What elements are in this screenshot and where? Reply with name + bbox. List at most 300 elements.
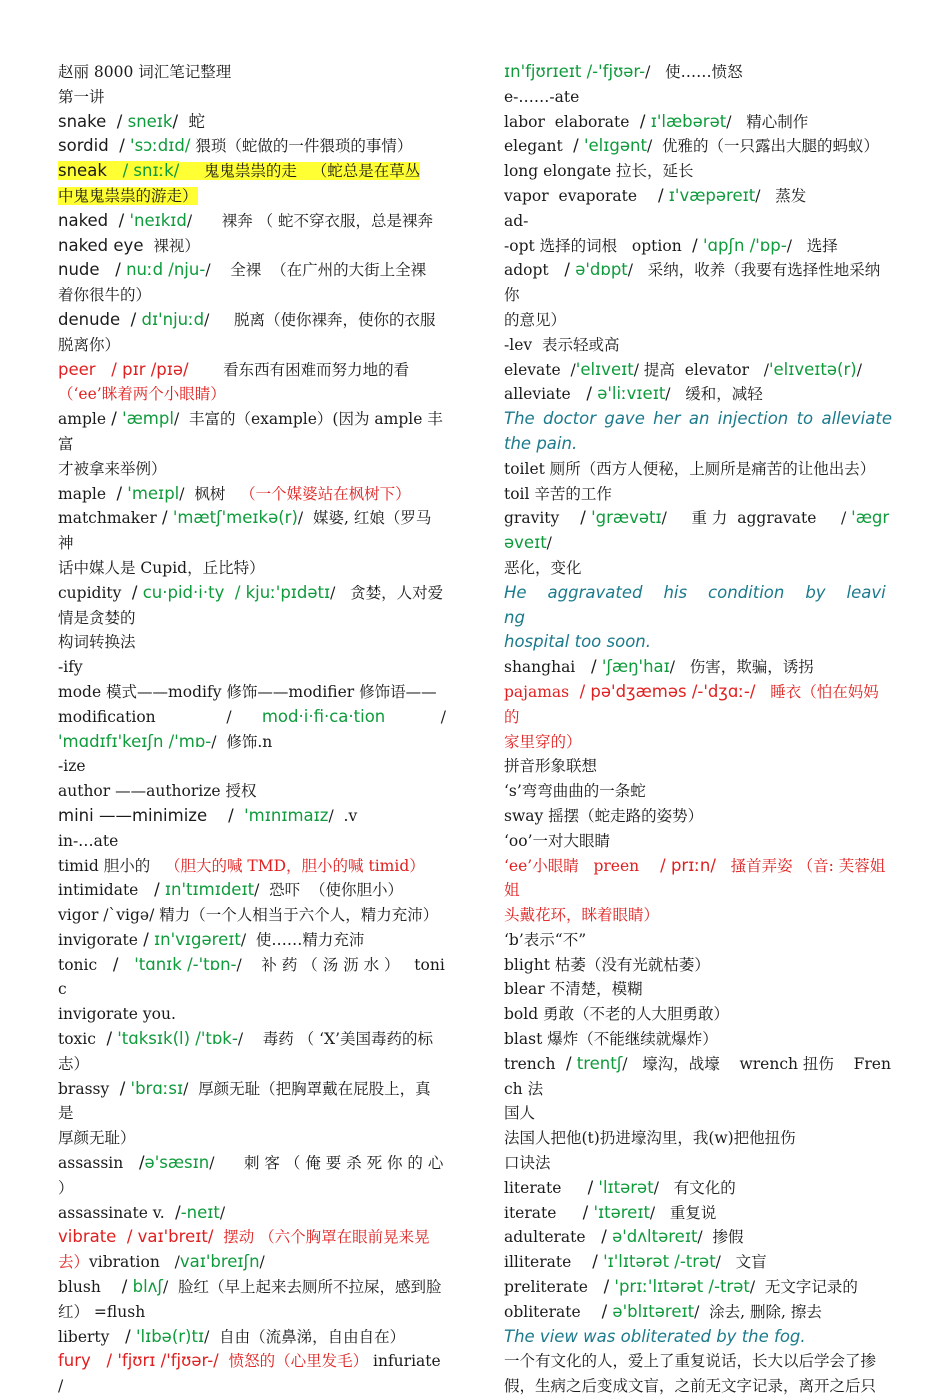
text-line (58, 1275, 446, 1300)
text-run: intimidate (58, 881, 139, 900)
text-run: 厚颜无耻） (58, 1129, 136, 1148)
text-line (58, 804, 446, 829)
text-run: 'tɑksɪk(l) /'tɒk- (117, 1029, 238, 1049)
text-run: / 重 力 aggravate / (661, 509, 852, 528)
text-run: ‘ee’小眼睛 preen (504, 856, 640, 875)
text-line (504, 333, 892, 358)
text-run: fury / 'fjʊrɪ /'fjʊər-/ (58, 1351, 219, 1371)
text-run: -lev 表示轻或高 (504, 335, 620, 354)
text-run: pajamas (504, 682, 570, 701)
text-line (504, 1225, 892, 1250)
text-run: 'neɪkɪd (129, 210, 187, 230)
text-run: / (109, 1078, 131, 1098)
text-run: ɪ'læbərət (650, 111, 727, 131)
text-run: adopt (504, 261, 549, 280)
text-line (504, 730, 892, 755)
text-line (58, 655, 446, 680)
text-line (504, 134, 892, 159)
left-column (58, 60, 451, 1399)
text-run: 'ʃæŋ'haɪ (601, 657, 670, 677)
text-run: / 补 药 （ 汤 沥 水 ） tonic (58, 955, 445, 999)
text-line (58, 457, 446, 482)
text-run: alleviate (504, 385, 571, 404)
text-run: blast 爆炸（不能继续就爆炸） (504, 1030, 718, 1049)
text-run: / 缓和，减轻 (665, 385, 763, 404)
text-run: / (385, 707, 447, 726)
text-line (504, 482, 892, 507)
text-run: / (562, 136, 584, 156)
text-run: the pain. (504, 433, 578, 453)
text-run: blʌʃ (132, 1277, 163, 1297)
text-run: elevate / (504, 360, 576, 379)
text-run: ɪ'væpəreɪt (668, 185, 756, 205)
text-run: ‘oo’一对大眼睛 (504, 831, 611, 850)
text-line (504, 1250, 892, 1275)
text-run: ɪn'vɪgəreɪt (154, 929, 241, 949)
text-line (504, 953, 892, 978)
text-run: / 涂去, 删除, 擦去 (694, 1302, 822, 1321)
text-run: mode 模式——modify 修饰——modifier 修饰语—— (58, 682, 437, 701)
text-run: / (585, 1227, 613, 1247)
text-run: / 文盲 (715, 1253, 767, 1272)
text-line (58, 1250, 446, 1275)
text-line (504, 506, 892, 556)
text-line (58, 60, 446, 85)
text-line (504, 1151, 892, 1176)
text-run: brassy (58, 1079, 110, 1098)
text-run: 鬼鬼祟祟的走 （蛇总是在草丛 (179, 162, 421, 181)
text-run: / (100, 1277, 133, 1297)
text-run: The doctor gave her an injection to alleviate (504, 409, 892, 429)
text-run: 假，生病之后变成文盲，之前无文字记录，离开之后只 (504, 1377, 877, 1396)
text-line (58, 110, 446, 135)
text-line (58, 1201, 446, 1226)
text-run: invigorate (58, 930, 138, 949)
text-run: 'ægrəveɪt (504, 508, 890, 553)
text-run: assassin (58, 1154, 124, 1173)
text-run: （一个媒婆站在枫树下） (240, 484, 411, 503)
text-run: sneɪk (127, 111, 173, 131)
text-run: / (546, 534, 552, 553)
text-run: 搔首弄姿 （音: 芙蓉姐姐 (504, 856, 886, 900)
text-run: invigorate you. (58, 1005, 176, 1024)
text-run: / 脸红（早上起来去厕所不拉屎，感到脸 (162, 1278, 442, 1297)
text-run: / (561, 1177, 599, 1197)
text-run: mod·i·fi·ca·tion (261, 706, 386, 726)
text-line (504, 779, 892, 804)
text-line (58, 382, 446, 407)
text-line (504, 308, 892, 333)
text-run: / (137, 929, 155, 949)
text-line (504, 382, 892, 407)
text-run: modification / (58, 707, 262, 726)
text-line (504, 1176, 892, 1201)
text-run: preliterate (504, 1278, 588, 1297)
text-run: mini ——minimize / (58, 805, 245, 825)
text-line (504, 1101, 892, 1126)
text-line (58, 258, 446, 283)
text-run: 拼音形象联想 (504, 757, 598, 776)
text-run: 'lɪtərət (598, 1177, 654, 1197)
text-run: / 厚颜无耻（把胸罩戴在屁股上，真是 (58, 1079, 431, 1123)
text-line (504, 903, 892, 928)
text-run: The view was obliterated by the fog. (504, 1326, 806, 1346)
text-line (58, 1300, 446, 1325)
text-run: ə'blɪtəreɪt (612, 1301, 695, 1321)
text-line (58, 878, 446, 903)
text-run: hospital too soon. (504, 632, 652, 652)
text-line (58, 1349, 451, 1399)
text-run: / 采纳，收养（我要有选择性地采纳你 (504, 261, 881, 305)
text-run: 恶化，变化 (504, 558, 582, 577)
text-run: vigor /`vigə/ 精力（一个人相当于六个人，精力充沛） (58, 906, 439, 925)
text-run: ‘b’表示“不” (504, 930, 587, 949)
text-run: -opt 选择的词根 option (504, 236, 682, 255)
text-run: / 使……愤怒 (645, 63, 743, 81)
text-run: / 媒婆, 红娘（罗马神 (58, 509, 432, 553)
text-line (58, 829, 446, 854)
text-run: vaɪ'breɪʃn (179, 1252, 260, 1272)
text-run: / pə'dʒæməs /-'dʒɑː-/ (569, 681, 756, 701)
text-run: shanghai (504, 658, 576, 677)
text-line (58, 1151, 449, 1201)
text-line (504, 234, 892, 259)
text-run: adulterate (504, 1228, 586, 1247)
text-run: naked eye (58, 235, 144, 255)
text-run: 'elɪveɪtə(r) (768, 359, 857, 379)
text-run: / (164, 1202, 181, 1222)
text-run: labor elaborate (504, 112, 630, 131)
text-run: 睡衣（怕在妈妈的 (504, 682, 879, 726)
text-run: trench (504, 1054, 556, 1073)
text-run: ad- (504, 211, 529, 230)
text-run: matchmaker (58, 509, 157, 528)
text-line (504, 258, 892, 308)
text-run: nude (58, 260, 100, 280)
text-run: -ize (58, 757, 86, 776)
text-line (504, 159, 892, 184)
text-run: timid 胆小的 (58, 856, 165, 875)
text-line (504, 1027, 892, 1052)
text-run: tonic (58, 955, 98, 974)
text-run: / 精心制作 (726, 112, 809, 131)
text-run: / 提高 elevator / (633, 360, 769, 379)
text-run: toxic (58, 1030, 96, 1049)
text-run: / 恐吓 （使你胆小） (254, 881, 403, 900)
text-run: 一个有文化的人，爱上了重复说话，长大以后学会了掺 (504, 1352, 877, 1371)
text-run: 'brɑːsɪ (130, 1078, 184, 1098)
text-line (504, 184, 892, 209)
text-line (58, 606, 446, 631)
text-line (58, 1052, 446, 1077)
text-line (58, 630, 446, 655)
text-run: / (95, 1029, 118, 1049)
text-run: iterate (504, 1203, 557, 1222)
text-line (504, 854, 892, 904)
text-line (58, 209, 446, 234)
text-run: illiterate (504, 1253, 572, 1272)
text-run: / (587, 1277, 615, 1297)
text-line (504, 655, 892, 680)
text-run: / (118, 210, 130, 230)
text-run: 头戴花环，眯着眼睛） (504, 906, 660, 925)
text-line (504, 928, 892, 953)
text-run: 脱离你） (58, 335, 121, 354)
text-run: naked (58, 210, 119, 230)
text-run: / (219, 1203, 226, 1222)
text-line (58, 1325, 446, 1350)
text-line (504, 1349, 892, 1374)
text-run: vibrate / vaɪ'breɪt/ (58, 1227, 214, 1247)
text-run: / snɪːk/ (122, 161, 180, 181)
text-run: 'mætʃ'meɪkə(r) (172, 508, 298, 528)
text-line (504, 1300, 892, 1325)
text-run: / 毒药 （ ‘X’美国毒药的标 (237, 1030, 434, 1049)
text-line (58, 854, 446, 879)
text-run: 看东西有困难而努力地的看 (188, 360, 410, 379)
text-run: / 贪婪，人对爱 (330, 583, 444, 602)
text-run: / 选择 (786, 236, 838, 255)
text-run: 'mɑdɪfɪ'keɪʃn /'mɒ- (58, 731, 212, 751)
text-run: / (570, 384, 598, 404)
text-run: / 优雅的（一只露出大腿的蚂蚁） (646, 137, 880, 156)
text-run: / (555, 1053, 577, 1073)
text-run: / (571, 1252, 604, 1272)
text-line (58, 333, 446, 358)
text-run: ə'liːvɪeɪt (597, 384, 666, 404)
text-run: He aggravated his condition by leaving (504, 582, 886, 627)
text-line (58, 159, 446, 184)
text-run: / 丰富的（example）(因为 ample 丰富 (58, 410, 443, 453)
text-run: literate (504, 1178, 562, 1197)
text-run: （‘ee’眯着两个小眼睛） (58, 385, 226, 404)
text-line (504, 85, 892, 110)
text-run: 情是贪婪的 (58, 608, 136, 627)
text-run: / (629, 111, 651, 131)
text-run: sordid (58, 136, 120, 156)
text-run: / (106, 409, 123, 429)
text-line (504, 1201, 892, 1226)
text-line (58, 953, 446, 1003)
text-run: 口诀法 (504, 1154, 551, 1173)
text-run: elegant (504, 137, 563, 156)
text-line (58, 680, 446, 705)
text-run: / (121, 582, 143, 602)
text-run: / (99, 260, 127, 280)
text-line (504, 1126, 892, 1151)
text-run: / .v (328, 806, 358, 825)
text-run: vibration / (89, 1253, 180, 1272)
text-run: 'prɪː'lɪtərət /-trət (614, 1277, 750, 1297)
text-line (504, 407, 892, 432)
text-line (58, 184, 446, 209)
text-line (58, 754, 446, 779)
text-line (504, 209, 892, 234)
text-run: 裸视） (143, 236, 200, 255)
text-run: 家里穿的） (504, 732, 582, 751)
text-run: 去） (58, 1253, 90, 1272)
text-run: / 蛇 (172, 111, 206, 131)
text-run: toil 辛苦的工作 (504, 484, 612, 503)
text-run: 'lɪbə(r)tɪ (135, 1326, 205, 1346)
text-run: / 有文化的 (653, 1178, 736, 1197)
text-run: 赵丽 8000 词汇笔记整理 (58, 63, 232, 81)
text-line (58, 482, 446, 507)
text-line (58, 730, 446, 755)
text-run: 才被拿来举例） (58, 459, 167, 478)
text-run: 话中媒人是 Cupid，丘比特） (58, 558, 265, 577)
text-run: cu·pid·i·ty / kjuː'pɪdətɪ (142, 582, 331, 602)
text-run: ample (58, 410, 106, 429)
text-line (504, 60, 892, 85)
text-line (504, 432, 892, 457)
text-line (58, 1027, 446, 1052)
text-run: -ify (58, 658, 83, 677)
text-line (504, 1325, 892, 1350)
text-line (58, 928, 446, 953)
text-run: bold 勇敢（不老的人大胆勇敢） (504, 1005, 730, 1024)
text-run: ə'dʌltəreɪt (612, 1227, 698, 1247)
text-run: 国人 (504, 1104, 536, 1123)
text-run: / 蒸发 (755, 186, 807, 205)
text-run: 第一讲 (58, 87, 105, 106)
text-run: 'elɪgənt (583, 136, 647, 156)
text-run: cupidity (58, 583, 122, 602)
text-run: peer / pɪr /pɪə/ (58, 359, 189, 379)
text-run: denude (58, 309, 121, 329)
text-run: infuriate / (58, 1352, 451, 1396)
text-run: / (138, 880, 165, 900)
text-line (58, 85, 446, 110)
text-run: 猥琐（蛇做的一件猥琐的事情） (190, 137, 413, 156)
text-run: / 刺 客 （ 俺 要 杀 死 你 的 心 ） (58, 1154, 449, 1197)
text-run: / (106, 483, 128, 503)
text-run: dɪ'njuːd (141, 309, 205, 329)
text-line (58, 283, 446, 308)
text-run: / (116, 111, 128, 131)
text-run: 的意见） (504, 310, 567, 329)
text-run: long elongate 拉长，延长 (504, 162, 694, 181)
text-run: 'elɪveɪt (575, 359, 634, 379)
text-line (58, 705, 446, 730)
text-run: sway 摇摆（蛇走路的姿势） (504, 806, 704, 825)
text-run: ə'sæsɪn (144, 1153, 210, 1173)
text-run: / (856, 360, 862, 379)
text-run: 红） =flush (58, 1302, 146, 1321)
text-run: e-……-ate (504, 87, 580, 106)
right-column (504, 60, 892, 1399)
text-run: liberty (58, 1327, 110, 1346)
text-run: 构词转换法 (58, 633, 136, 652)
text-run: / 全裸 （在广州的大街上全裸 (205, 261, 427, 280)
text-run: / (109, 1326, 136, 1346)
text-line (58, 308, 446, 333)
text-run: / (97, 954, 135, 974)
text-run: 'grævətɪ (591, 508, 662, 528)
text-run: / 修饰.n (211, 732, 273, 751)
text-line (504, 556, 892, 581)
text-run: / 壕沟，战壕 wrench 扭伤 French 法 (504, 1054, 891, 1098)
text-run: ə'dɒpt (575, 260, 628, 280)
text-run: / 自由（流鼻涕，自由自在） (204, 1327, 406, 1346)
text-run: / 裸奔 （ 蛇不穿衣服，总是裸奔 (186, 211, 434, 230)
text-line (504, 457, 892, 482)
text-run: 'sɔːdɪd/ (130, 136, 191, 156)
text-run: / 伤害，欺骗，诱拐 (669, 658, 814, 677)
text-line (504, 977, 892, 1002)
text-run: 'ɪ'lɪtərət /-trət (603, 1252, 716, 1272)
text-run: / (120, 309, 142, 329)
text-run: 'æmpl (122, 409, 174, 429)
text-run: / 无文字记录的 (749, 1278, 858, 1297)
text-run: ‘s’弯弯曲曲的一条蛇 (504, 782, 646, 801)
text-run: / 重复说 (649, 1203, 717, 1222)
text-run: blear 不清楚，模糊 (504, 980, 643, 999)
text-run: / (119, 136, 131, 156)
text-run: sneak (58, 161, 123, 181)
text-line (58, 358, 446, 383)
text-run: / (681, 235, 703, 255)
text-run: / 掺假 (697, 1228, 744, 1247)
text-line (504, 358, 892, 383)
text-line (504, 581, 892, 631)
text-line (58, 1002, 446, 1027)
text-run: / (637, 185, 669, 205)
text-line (504, 680, 892, 730)
text-run: vapor evaporate (504, 186, 637, 205)
text-run: 中鬼鬼祟祟的游走） (58, 186, 198, 205)
text-run: toilet 厕所（西方人便秘，上厕所是痛苦的让他出去） (504, 459, 876, 478)
text-run: ɪn'tɪmɪdeɪt (164, 880, 255, 900)
text-run: 愤怒的（心里发毛） (218, 1352, 369, 1371)
text-run: blush (58, 1278, 101, 1297)
text-run: / (580, 1301, 613, 1321)
text-line (504, 630, 892, 655)
text-line (504, 754, 892, 779)
text-line (58, 407, 446, 457)
text-line (504, 1002, 892, 1027)
text-line (58, 234, 446, 259)
text-line (58, 1126, 446, 1151)
text-run: / 脱离（使你裸奔，使你的衣服 (204, 310, 436, 329)
text-run: / (556, 1202, 594, 1222)
text-run: / (123, 1153, 145, 1173)
text-run: ɪn'fjʊrɪeɪt /-'fjʊər- (504, 62, 646, 81)
text-run: / prɪːn/ (639, 855, 716, 875)
text-line (58, 506, 446, 556)
text-run: 'ɪtəreɪt (593, 1202, 650, 1222)
text-line (58, 556, 446, 581)
text-run: （胆大的喊 TMD，胆小的喊 timid） (164, 856, 425, 875)
text-line (58, 1077, 446, 1127)
text-line (58, 779, 446, 804)
text-run: / (156, 508, 173, 528)
text-run: 'meɪpl (127, 483, 180, 503)
text-line (504, 804, 892, 829)
text-run: 志） (58, 1054, 90, 1073)
text-run: / (559, 508, 592, 528)
text-run: nuːd /nju- (126, 260, 206, 280)
text-run: assassinate v. (58, 1203, 165, 1222)
text-run: author ——authorize 授权 (58, 782, 257, 801)
text-run: 'ɑpʃn /'ɒp- (702, 235, 787, 255)
text-run: / 枫树 (179, 484, 241, 503)
text-run: trentʃ (576, 1053, 623, 1073)
text-run: 法国人把他(t)扔进壕沟里，我(w)把他扭伤 (504, 1129, 796, 1148)
text-run: / (259, 1253, 265, 1272)
text-run: in-…ate (58, 831, 119, 850)
text-run: maple (58, 484, 106, 503)
